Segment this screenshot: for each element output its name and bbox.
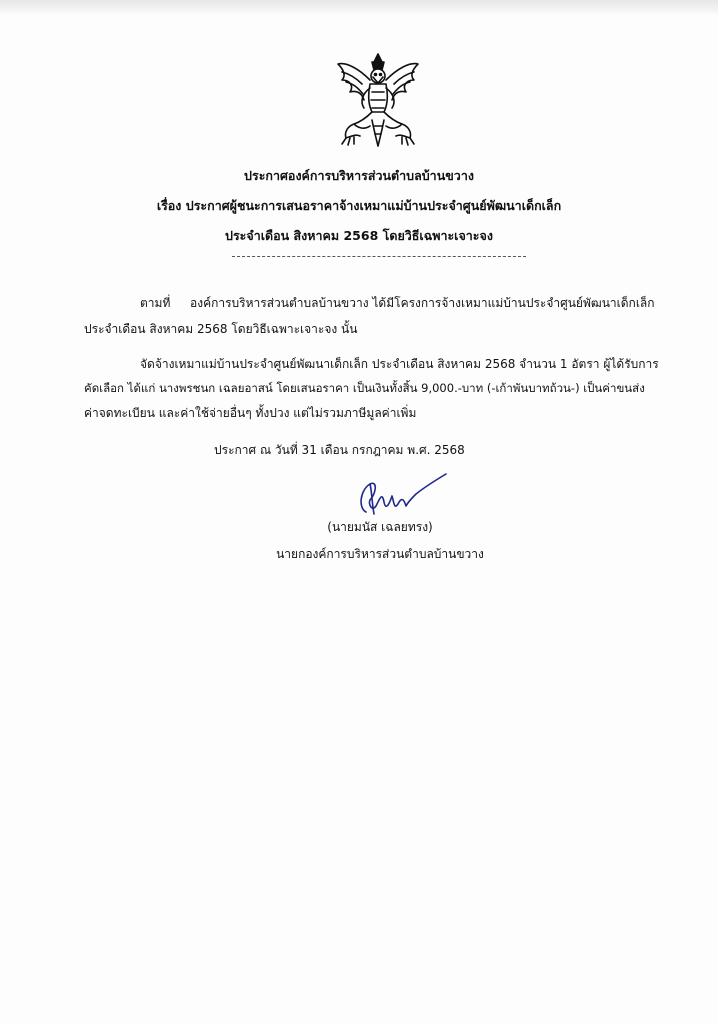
signer-name: (นายมนัส เฉลยทรง): [327, 520, 433, 534]
para2-line1: จัดจ้างเหมาแม่บ้านประจำศูนย์พัฒนาเด็กเล็ก ประจำเดือน สิงหาคม 2568 จำนวน 1 อัตรา ผู้ได้รับการ: [140, 357, 659, 371]
announcement-title: ประกาศองค์การบริหารส่วนตำบลบ้านขวาง: [244, 168, 474, 183]
announce-date: ประกาศ ณ วันที่ 31 เดือน กรกฎาคม พ.ศ. 2568: [214, 443, 465, 457]
para1-line1: องค์การบริหารส่วนตำบลบ้านขวาง ได้มีโครงการจ้างเหมาแม่บ้านประจำศูนย์พัฒนาเด็กเล็ก: [190, 296, 655, 310]
announcement-period: ประจำเดือน สิงหาคม 2568 โดยวิธีเฉพาะเจาะจง: [225, 228, 493, 243]
para2-line3: ค่าจดทะเบียน และค่าใช้จ่ายอื่นๆ ทั้งปวง แต่ไม่รวมภาษีมูลค่าเพิ่ม: [84, 406, 417, 420]
announcement-subject: เรื่อง ประกาศผู้ชนะการเสนอราคาจ้างเหมาแม่บ้านประจำศูนย์พัฒนาเด็กเล็ก: [156, 198, 562, 213]
signer-position: นายกองค์การบริหารส่วนตำบลบ้านขวาง: [276, 547, 484, 561]
separator-line: [232, 256, 526, 257]
handwritten-signature: [350, 472, 450, 522]
para1-label: ตามที่: [140, 296, 171, 310]
para2-line2: คัดเลือก ได้แก่ นางพรชนก เฉลยอาสน์ โดยเสนอราคา เป็นเงินทั้งสิ้น 9,000.-บาท (-เก้าพันบาทถ้วน-) เป็นค่าขนส่ง: [84, 381, 645, 395]
scan-edge: [0, 0, 718, 14]
para1-line2: ประจำเดือน สิงหาคม 2568 โดยวิธีเฉพาะเจาะจง นั้น: [84, 322, 358, 336]
garuda-emblem-icon: [332, 50, 424, 150]
